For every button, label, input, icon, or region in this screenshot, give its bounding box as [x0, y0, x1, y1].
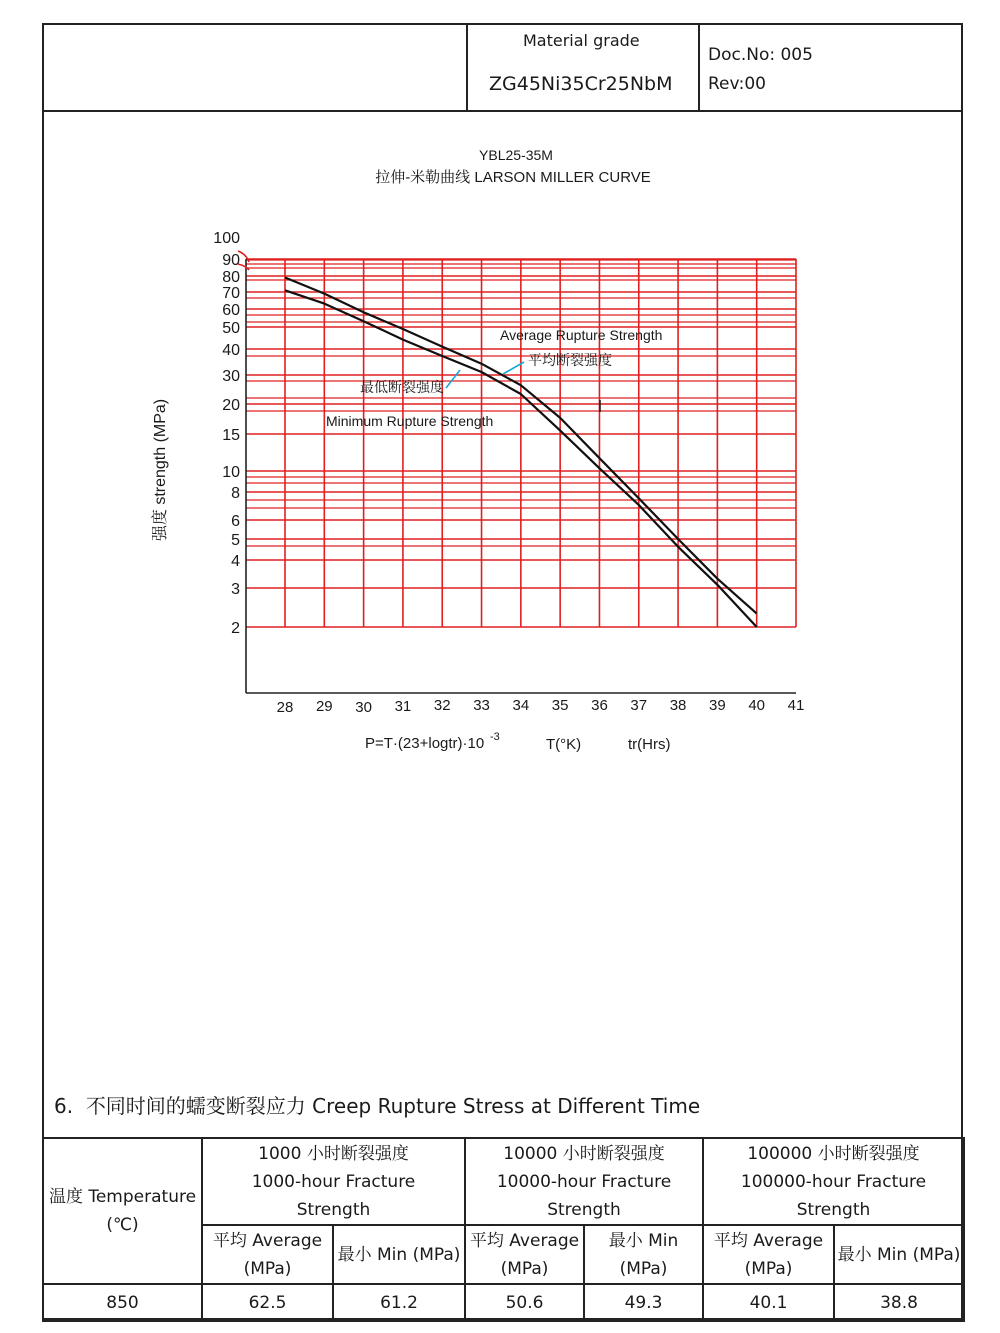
- y-tick-label-80: 80: [222, 269, 240, 286]
- y-tick-label-8: 8: [231, 485, 240, 502]
- cell-min-1000h: 61.2: [333, 1284, 465, 1321]
- group-header-100000h: 100000 小时断裂强度 100000-hour Fracture Strength: [703, 1138, 964, 1225]
- y-tick-label-5: 5: [231, 532, 240, 549]
- annotation-average-cn: 平均断裂强度: [528, 353, 612, 369]
- cell-avg-100000h: 40.1: [703, 1284, 834, 1321]
- x-tick-label-41: 41: [787, 697, 805, 714]
- chart-subtitle: 拉伸-米勒曲线 LARSON MILLER CURVE: [375, 169, 651, 186]
- temperature-header: 温度 Temperature (℃): [43, 1138, 202, 1284]
- x-tick-label-38: 38: [669, 697, 687, 714]
- x-axis-label-exponent: -3: [490, 731, 500, 743]
- y-tick-label-10: 10: [222, 464, 240, 481]
- x-tick-label-40: 40: [748, 697, 766, 714]
- y-tick-label-6: 6: [231, 513, 240, 530]
- annotation-minimum-en: Minimum Rupture Strength: [326, 413, 494, 429]
- y-tick-label-30: 30: [222, 368, 240, 385]
- y-tick-label-15: 15: [222, 427, 240, 444]
- sub-header-avg-1000h: 平均 Average (MPa): [202, 1225, 333, 1284]
- y-tick-label-100: 100: [213, 230, 240, 247]
- table-row: [43, 1284, 964, 1321]
- section-title: [54, 1090, 700, 1119]
- leader-line-minimum: [446, 370, 460, 388]
- y-tick-label-40: 40: [222, 342, 240, 359]
- y-tick-label-2: 2: [231, 620, 240, 637]
- annotation-average-en: Average Rupture Strength: [500, 327, 663, 343]
- x-axis-label-temperature: T(°K): [546, 736, 582, 753]
- sub-header-avg-10000h: 平均 Average (MPa): [465, 1225, 584, 1284]
- y-axis-label: 强度 strength (MPa): [152, 398, 169, 542]
- cell-avg-10000h: 50.6: [465, 1284, 584, 1321]
- section-number: 6.: [54, 1094, 74, 1118]
- annotation-minimum-cn: 最低断裂强度: [360, 380, 444, 396]
- x-tick-label-31: 31: [394, 698, 412, 715]
- sub-header-avg-100000h: 平均 Average (MPa): [703, 1225, 834, 1284]
- y-tick-label-90: 90: [222, 252, 240, 269]
- y-tick-label-50: 50: [222, 320, 240, 337]
- y-tick-label-70: 70: [222, 285, 240, 302]
- creep-rupture-table: [42, 1137, 965, 1322]
- cell-temperature: 850: [43, 1284, 202, 1321]
- x-tick-label-36: 36: [591, 697, 608, 714]
- x-tick-label-28: 28: [276, 699, 294, 716]
- y-tick-label-3: 3: [231, 581, 240, 598]
- x-tick-label-30: 30: [355, 699, 372, 716]
- y-tick-label-4: 4: [231, 553, 240, 570]
- x-axis-label-time: tr(Hrs): [628, 736, 671, 753]
- x-tick-label-33: 33: [473, 697, 490, 714]
- x-tick-label-35: 35: [551, 697, 569, 714]
- x-tick-label-32: 32: [433, 697, 451, 714]
- x-axis-label: P=T·(23+logtr)·10: [365, 735, 485, 752]
- sub-header-min-1000h: 最小 Min (MPa): [333, 1225, 465, 1284]
- x-tick-label-34: 34: [512, 697, 530, 714]
- group-header-10000h: 10000 小时断裂强度 10000-hour Fracture Strength: [465, 1138, 703, 1225]
- sub-header-min-100000h: 最小 Min (MPa): [834, 1225, 964, 1284]
- chart-title: YBL25-35M: [479, 147, 553, 163]
- x-tick-label-37: 37: [630, 697, 648, 714]
- doc-number: Doc.No: 005: [708, 45, 813, 65]
- sub-header-min-10000h: 最小 Min (MPa): [584, 1225, 703, 1284]
- material-grade-value: ZG45Ni35Cr25NbM: [489, 73, 673, 95]
- cell-avg-1000h: 62.5: [202, 1284, 333, 1321]
- cell-min-100000h: 38.8: [834, 1284, 964, 1321]
- cell-min-10000h: 49.3: [584, 1284, 703, 1321]
- revision: Rev:00: [708, 74, 766, 94]
- x-tick-label-29: 29: [315, 698, 333, 715]
- group-header-1000h: 1000 小时断裂强度 1000-hour Fracture Strength: [202, 1138, 465, 1225]
- x-tick-label-39: 39: [709, 697, 726, 714]
- y-tick-label-20: 20: [222, 397, 240, 414]
- section-title-text: 不同时间的蠕变断裂应力 Creep Rupture Stress at Different Time: [85, 1094, 701, 1118]
- y-tick-label-60: 60: [222, 302, 240, 319]
- material-grade-label: Material grade: [523, 31, 640, 50]
